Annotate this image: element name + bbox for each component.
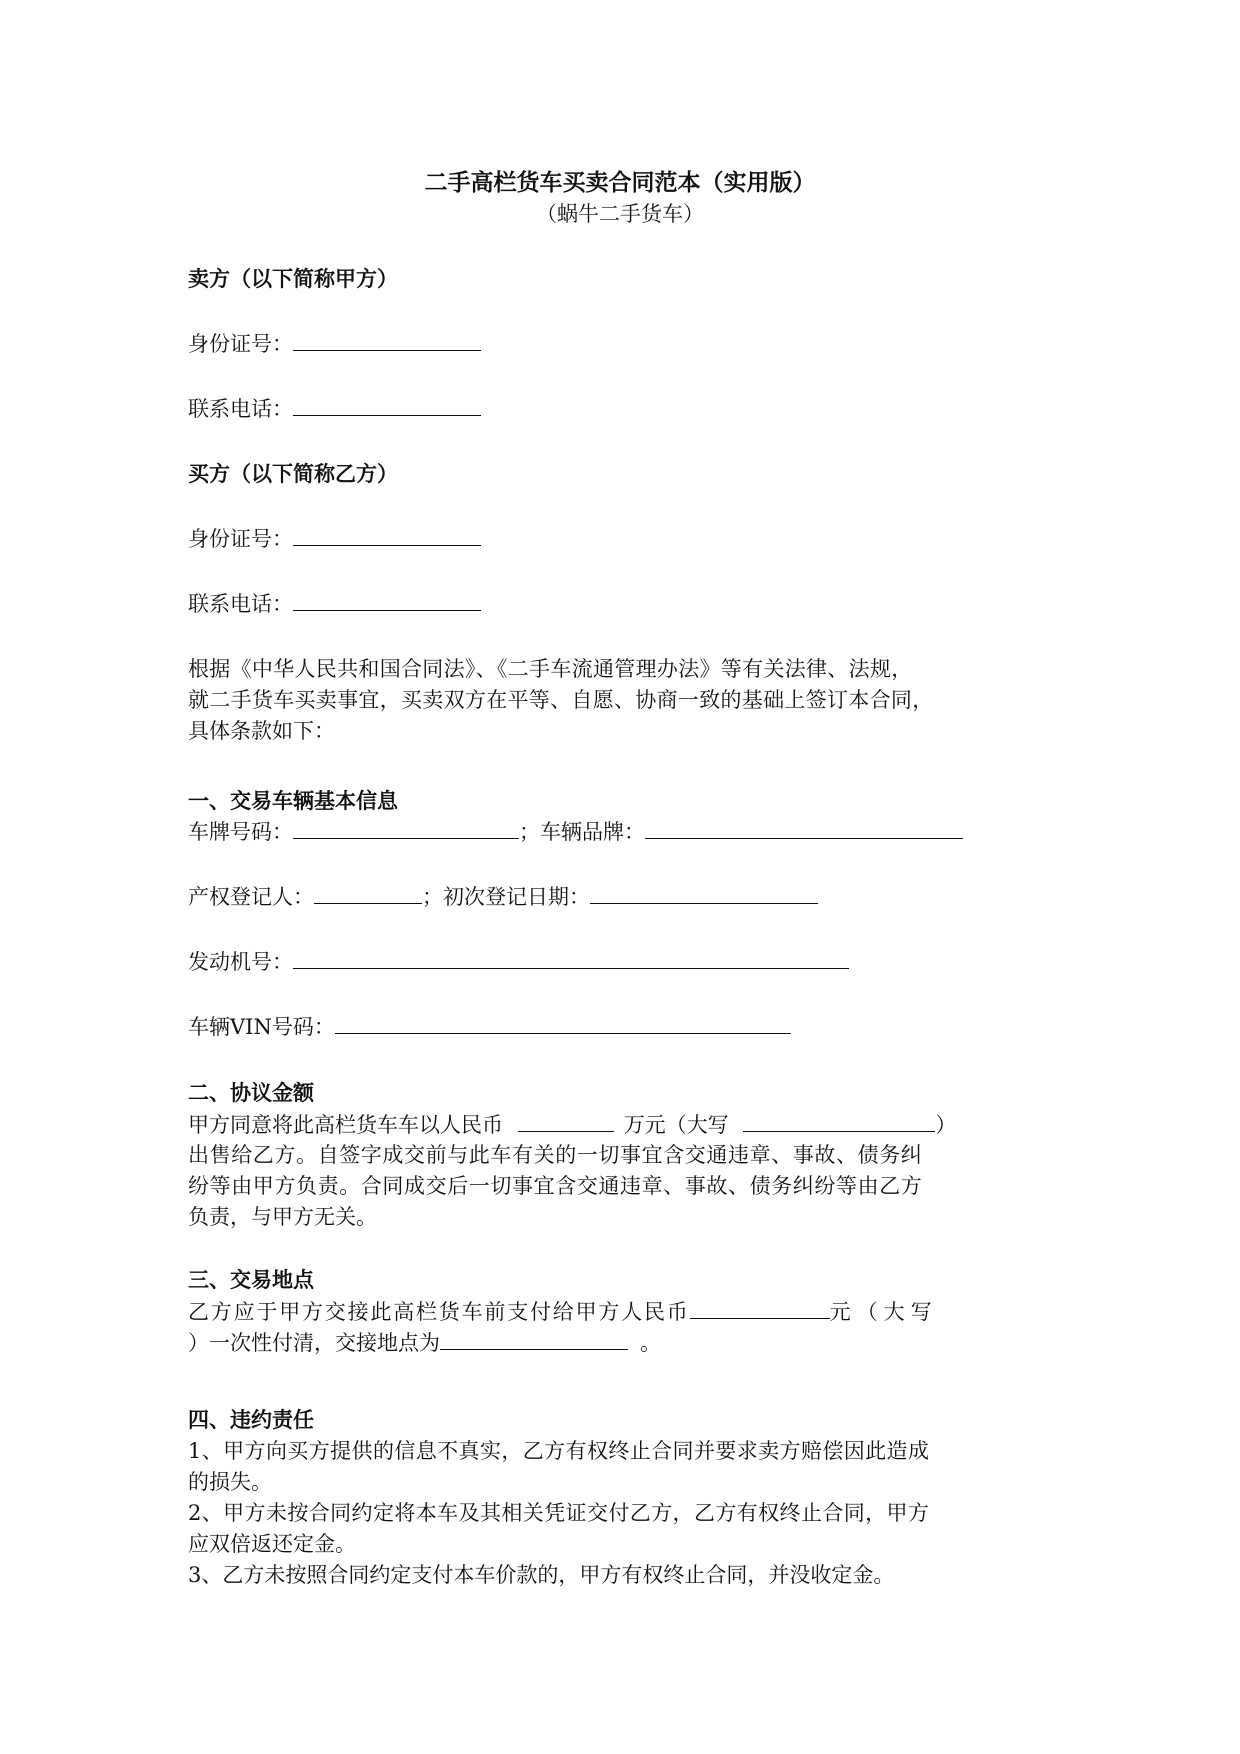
buyer-phone-blank — [293, 588, 481, 611]
amount-unit: 万元（大写 — [623, 1113, 729, 1137]
buyer-phone-label: 联系电话： — [188, 592, 293, 616]
location-end: 。 — [640, 1331, 661, 1355]
buyer-id-label: 身份证号： — [188, 527, 293, 551]
section2-line: 纷等由甲方负责。合同成交后一切事宜含交通违章、事故、债务纠纷等由乙方 — [188, 1174, 923, 1198]
buyer-heading: 买方（以下简称乙方） — [188, 461, 398, 486]
payment-unit: 元（大写 — [829, 1300, 938, 1324]
payment-row — [188, 1296, 938, 1327]
liability-line: 1、甲方向买方提供的信息不真实，乙方有权终止合同并要求卖方赔偿因此造成 — [188, 1439, 930, 1463]
amount-text: 甲方同意将此高栏货车车以人民币 — [188, 1113, 503, 1137]
seller-id-row — [188, 328, 481, 359]
preamble-paragraph — [188, 654, 1058, 747]
brand-label: 车辆品牌： — [540, 820, 645, 844]
seller-heading: 卖方（以下简称甲方） — [188, 266, 398, 291]
owner-date-row — [188, 881, 818, 912]
liability-line: 3、乙方未按照合同约定支付本车价款的，甲方有权终止合同，并没收定金。 — [188, 1563, 895, 1587]
seller-phone-row — [188, 393, 481, 424]
payment-amount-blank — [690, 1296, 830, 1319]
owner-label: 产权登记人： — [188, 885, 314, 909]
document-title: 二手高栏货车买卖合同范本（实用版） — [424, 169, 816, 196]
section4-heading: 四、违约责任 — [188, 1407, 314, 1432]
location-row — [188, 1327, 661, 1358]
amount-row — [188, 1109, 956, 1140]
document-subtitle: （蜗牛二手货车） — [536, 202, 704, 226]
preamble-line: 根据《中华人民共和国合同法》、《二手车流通管理办法》等有关法律、法规， — [188, 657, 913, 681]
buyer-id-row — [188, 523, 481, 554]
location-blank — [440, 1327, 628, 1350]
plate-label: 车牌号码： — [188, 820, 293, 844]
preamble-line: 具体条款如下： — [188, 719, 335, 743]
plate-blank — [293, 816, 519, 839]
separator: ； — [519, 820, 540, 844]
amount-close: ） — [935, 1113, 957, 1137]
engine-row — [188, 946, 849, 977]
engine-label: 发动机号： — [188, 950, 293, 974]
section3-heading: 三、交易地点 — [188, 1267, 314, 1292]
separator: ； — [422, 885, 443, 909]
brand-blank — [645, 816, 963, 839]
vin-row — [188, 1011, 791, 1042]
section2-line: 出售给乙方。自签字成交前与此车有关的一切事宜含交通违章、事故、债务纠 — [188, 1143, 923, 1167]
preamble-line: 就二手货车买卖事宜，买卖双方在平等、自愿、协商一致的基础上签订本合同， — [188, 688, 934, 712]
section2-line: 负责，与甲方无关。 — [188, 1205, 377, 1229]
seller-id-blank — [293, 328, 481, 351]
engine-blank — [293, 946, 849, 969]
reg-date-blank — [590, 881, 818, 904]
section2-heading: 二、协议金额 — [188, 1080, 314, 1105]
buyer-phone-row — [188, 588, 481, 619]
reg-date-label: 初次登记日期： — [443, 885, 590, 909]
amount-blank — [518, 1109, 614, 1132]
payment-text: 乙方应于甲方交接此高栏货车前支付给甲方人民币 — [188, 1300, 690, 1324]
owner-blank — [314, 881, 422, 904]
liability-line: 2、甲方未按合同约定将本车及其相关凭证交付乙方，乙方有权终止合同，甲方 — [188, 1501, 930, 1525]
seller-phone-label: 联系电话： — [188, 397, 293, 421]
seller-phone-blank — [293, 393, 481, 416]
section2-paragraph — [188, 1140, 1058, 1233]
buyer-id-blank — [293, 523, 481, 546]
liability-line: 应双倍返还定金。 — [188, 1532, 356, 1556]
section4-paragraph — [188, 1436, 1058, 1591]
vin-label: 车辆VIN号码： — [188, 1015, 335, 1039]
plate-brand-row — [188, 816, 963, 847]
liability-line: 的损失。 — [188, 1470, 272, 1494]
seller-id-label: 身份证号： — [188, 332, 293, 356]
vin-blank — [335, 1011, 791, 1034]
section1-heading: 一、交易车辆基本信息 — [188, 788, 398, 813]
location-text: ）一次性付清，交接地点为 — [188, 1331, 440, 1355]
amount-uppercase-blank — [743, 1109, 935, 1132]
